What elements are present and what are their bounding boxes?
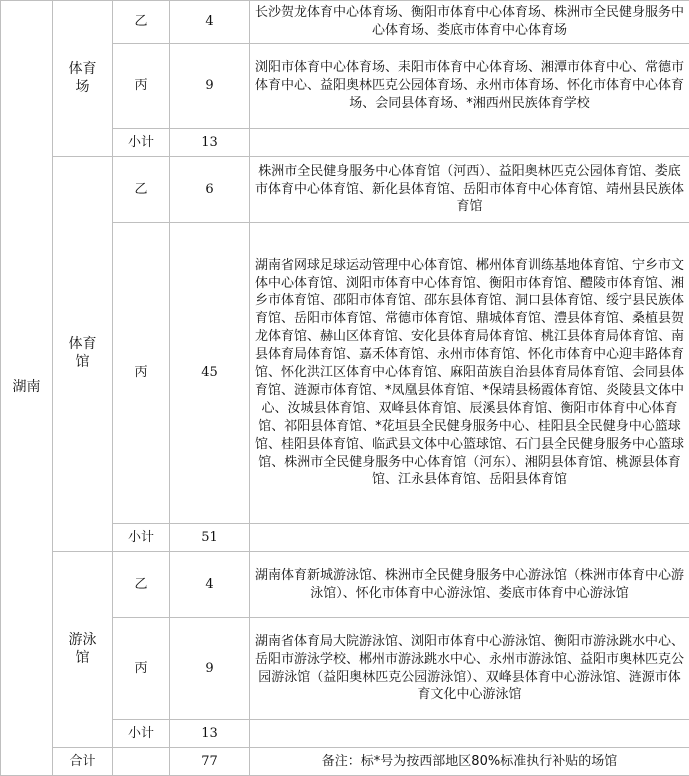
count-cell: 9 — [170, 44, 250, 129]
note-text: 备注：标*号为按西部地区80%标准执行补贴的场馆 — [250, 748, 689, 776]
subtotal-label: 小计 — [113, 720, 170, 748]
venue-list: 长沙贺龙体育中心体育场、衡阳市体育中心体育场、株洲市全民健身服务中心体育场、娄底市体育中心体育场 — [250, 1, 689, 44]
category-cell — [53, 552, 113, 748]
table-row — [1, 552, 689, 618]
count-cell: 4 — [170, 552, 250, 618]
category-name: 游泳馆 — [65, 632, 101, 668]
category-name: 体育场 — [65, 61, 101, 97]
venue-list: 湖南省体育局大院游泳馆、浏阳市体育中心游泳馆、衡阳市游泳跳水中心、岳阳市游泳学校、郴州市游泳跳水中心、永州市游泳馆、益阳市奥林匹克公园游泳馆（益阳奥林匹克公园游泳馆）、双峰县体育中心游泳馆、涟源市体育文化中心游泳馆 — [250, 618, 689, 720]
grade-cell: 丙 — [113, 44, 170, 129]
count-cell: 6 — [170, 157, 250, 223]
venue-list: 湖南体育新城游泳馆、株洲市全民健身服务中心游泳馆（株洲市体育中心游泳馆）、怀化市体育中心游泳馆、娄底市体育中心游泳馆 — [250, 552, 689, 618]
subtotal-label: 小计 — [113, 129, 170, 157]
venue-list: 湖南省网球足球运动管理中心体育馆、郴州体育训练基地体育馆、宁乡市文体中心体育馆、浏阳市体育中心体育馆、衡阳市体育馆、醴陵市体育馆、湘乡市体育馆、邵阳市体育馆、邵东县体育馆、洞口县体育馆、绥宁县民族体育馆、岳阳市体育馆、常德市体育馆、鼎城体育馆、澧县体育馆、桑植县贺龙体育馆、赫山区体育馆、安化县体育局体育馆、桃江县体育局体育馆、南县体育局体育馆、嘉禾体育馆、永州市体育馆、怀化市体育中心迎丰路体育馆、怀化洪江区体育中心体育馆、麻阳苗族自治县体育局体育馆、会同县体育馆、涟源市体育馆、*凤凰县体育馆、*保靖县杨霞体育馆、炎陵县文体中心、汝城县体育馆、双峰县体育馆、辰溪县体育馆、衡阳市体育中心体育馆、祁阳县体育馆、*花垣县全民健身服务中心、桂阳县全民健身中心篮球馆、桂阳县体育馆、临武县文体中心篮球馆、石门县全民健身服务中心篮球馆、株洲市全民健身服务中心体育馆（河东）、湘阴县体育馆、桃源县体育馆、江永县体育馆、岳阳县体育馆 — [250, 223, 689, 524]
empty-cell — [250, 720, 689, 748]
grade-cell: 丙 — [113, 223, 170, 524]
province-cell: 湖南 — [1, 1, 53, 776]
total-value: 77 — [170, 748, 250, 776]
grade-cell: 丙 — [113, 618, 170, 720]
total-label: 合计 — [53, 748, 113, 776]
empty-cell — [113, 748, 170, 776]
grade-cell: 乙 — [113, 157, 170, 223]
table-row — [1, 157, 689, 223]
empty-cell — [250, 129, 689, 157]
venue-list: 株洲市全民健身服务中心体育馆（河西）、益阳奥林匹克公园体育馆、娄底市体育中心体育馆、新化县体育馆、岳阳市体育中心体育馆、靖州县民族体育馆 — [250, 157, 689, 223]
table-row — [1, 1, 689, 44]
subtotal-value: 13 — [170, 129, 250, 157]
subtotal-value: 51 — [170, 524, 250, 552]
count-cell: 45 — [170, 223, 250, 524]
category-cell — [53, 157, 113, 552]
total-row — [1, 748, 689, 776]
subtotal-label: 小计 — [113, 524, 170, 552]
empty-cell — [250, 524, 689, 552]
count-cell: 4 — [170, 1, 250, 44]
category-cell — [53, 1, 113, 157]
grade-cell: 乙 — [113, 1, 170, 44]
grade-cell: 乙 — [113, 552, 170, 618]
subtotal-value: 13 — [170, 720, 250, 748]
category-name: 体育馆 — [65, 336, 101, 372]
count-cell: 9 — [170, 618, 250, 720]
venue-list: 浏阳市体育中心体育场、耒阳市体育中心体育场、湘潭市体育中心、常德市体育中心、益阳奥林匹克公园体育场、永州市体育场、怀化市体育中心体育场、会同县体育场、*湘西州民族体育学校 — [250, 44, 689, 129]
